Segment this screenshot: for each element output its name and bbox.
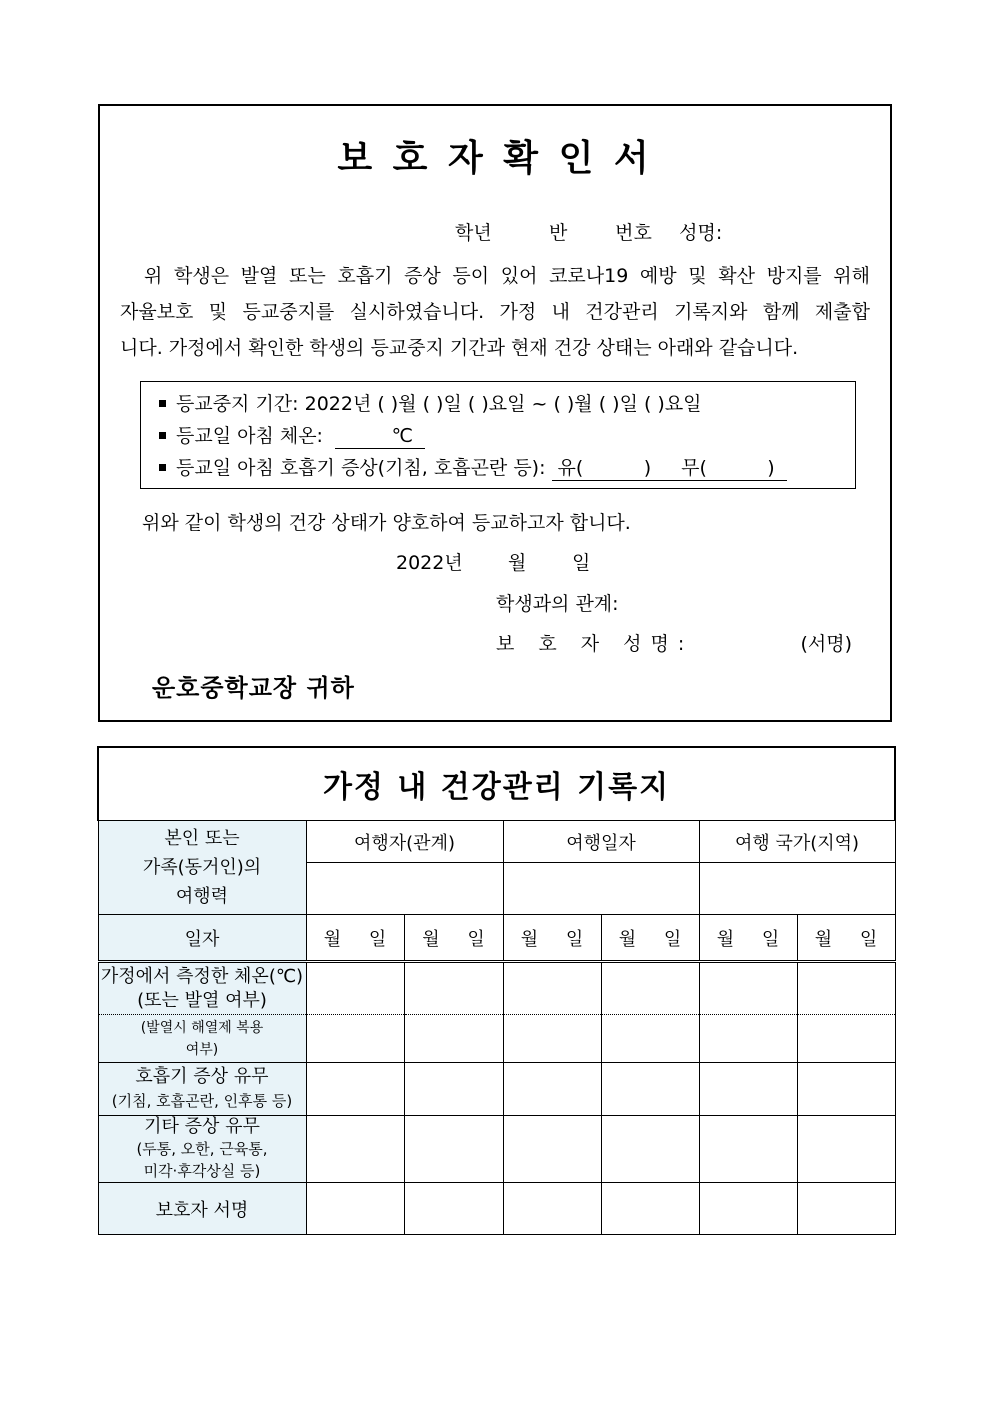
guardian-signature-row-label: 보호자 서명 bbox=[98, 1183, 306, 1235]
date-cell[interactable]: 월 일 bbox=[306, 915, 404, 962]
paragraph-line: 자율보호 및 등교중지를 실시하였습니다. 가정 내 건강관리 기록지와 함께 제출합 bbox=[120, 301, 870, 323]
date-cell[interactable]: 월 일 bbox=[797, 915, 895, 962]
date-label: 일자 bbox=[98, 915, 306, 962]
temperature-cell[interactable] bbox=[503, 962, 601, 1015]
other-symptoms-cell[interactable] bbox=[404, 1116, 503, 1183]
travel-history-label bbox=[98, 821, 306, 915]
guardian-signature-line bbox=[496, 629, 852, 656]
respiratory-cell[interactable] bbox=[797, 1063, 895, 1116]
respiratory-cell[interactable] bbox=[503, 1063, 601, 1116]
guardian-name-label: 보 호 자 성명: bbox=[496, 633, 694, 655]
confirmation-title: 보 호 자 확 인 서 bbox=[337, 138, 653, 179]
guardian-signature-cell[interactable] bbox=[306, 1183, 404, 1235]
other-label-line: 미각·후각상실 등) bbox=[143, 1162, 261, 1180]
class-label: 반 bbox=[549, 222, 568, 244]
respiratory-cell[interactable] bbox=[404, 1063, 503, 1116]
antipyretic-cell[interactable] bbox=[404, 1015, 503, 1063]
date-cell[interactable]: 월 일 bbox=[404, 915, 503, 962]
other-symptoms-cell[interactable] bbox=[601, 1116, 699, 1183]
antipyretic-cell[interactable] bbox=[503, 1015, 601, 1063]
temperature-row bbox=[155, 420, 855, 452]
notice-paragraph bbox=[120, 258, 870, 366]
antipyretic-cell[interactable] bbox=[601, 1015, 699, 1063]
guardian-signature-cell[interactable] bbox=[503, 1183, 601, 1235]
travel-date-header: 여행일자 bbox=[503, 821, 699, 863]
signature-mark: (서명) bbox=[800, 633, 852, 655]
travel-country-cell[interactable] bbox=[699, 863, 895, 915]
respiratory-label: 등교일 아침 호흡기 증상(기침, 호흡곤란 등): bbox=[176, 457, 546, 479]
guardian-confirmation-box bbox=[98, 104, 892, 722]
respiratory-label-line: 호흡기 증상 유무 bbox=[135, 1066, 269, 1087]
other-symptoms-cell[interactable] bbox=[503, 1116, 601, 1183]
period-row bbox=[155, 388, 855, 420]
guardian-signature-cell[interactable] bbox=[797, 1183, 895, 1235]
temperature-row-label bbox=[98, 962, 306, 1015]
respiratory-cell[interactable] bbox=[306, 1063, 404, 1116]
guardian-signature-cell[interactable] bbox=[699, 1183, 797, 1235]
date-month: 월 bbox=[508, 552, 527, 574]
temperature-label-line: (또는 발열 여부) bbox=[137, 989, 267, 1011]
other-symptoms-cell[interactable] bbox=[797, 1116, 895, 1183]
temperature-label: 등교일 아침 체온: bbox=[176, 425, 323, 447]
period-text: 등교중지 기간: 2022년 ( )월 ( )일 ( )요일 ~ ( )월 ( )일 ( )요일 bbox=[176, 393, 702, 415]
paragraph-line: 위 학생은 발열 또는 호흡기 증상 등이 있어 코로나19 예방 및 확산 방지를 위해 bbox=[144, 265, 870, 287]
respiratory-field[interactable] bbox=[552, 456, 787, 481]
date-cell[interactable]: 월 일 bbox=[601, 915, 699, 962]
bullet-icon bbox=[159, 400, 166, 407]
date-cell[interactable]: 월 일 bbox=[503, 915, 601, 962]
statement-text: 위와 같이 학생의 건강 상태가 양호하여 등교하고자 합니다. bbox=[142, 512, 631, 534]
temperature-cell[interactable] bbox=[601, 962, 699, 1015]
bullet-icon bbox=[159, 432, 166, 439]
temperature-cell[interactable] bbox=[306, 962, 404, 1015]
traveler-header: 여행자(관계) bbox=[306, 821, 503, 863]
temperature-label-line: 가정에서 측정한 체온(℃) bbox=[100, 965, 304, 987]
health-record-table bbox=[97, 746, 896, 1235]
antipyretic-cell[interactable] bbox=[797, 1015, 895, 1063]
bullet-icon bbox=[159, 464, 166, 471]
travel-label-line: 본인 또는 bbox=[164, 828, 240, 849]
other-label-line: (두통, 오한, 근육통, bbox=[136, 1140, 268, 1158]
number-label: 번호 bbox=[615, 222, 652, 244]
date-day: 일 bbox=[572, 552, 591, 574]
travel-label-line: 가족(동거인)의 bbox=[142, 857, 262, 878]
travel-country-header: 여행 국가(지역) bbox=[699, 821, 895, 863]
travel-label-line: 여행력 bbox=[175, 886, 229, 907]
antipyretic-label-line: 여부) bbox=[185, 1041, 219, 1058]
guardian-signature-cell[interactable] bbox=[601, 1183, 699, 1235]
health-record-title: 가정 내 건강관리 기록지 bbox=[98, 747, 895, 821]
other-label-line: 기타 증상 유무 bbox=[144, 1116, 260, 1137]
respiratory-label-line: (기침, 호흡곤란, 인후통 등) bbox=[111, 1092, 293, 1110]
temperature-field[interactable] bbox=[335, 424, 425, 449]
date-line bbox=[396, 548, 590, 575]
antipyretic-cell[interactable] bbox=[306, 1015, 404, 1063]
grade-label: 학년 bbox=[455, 222, 492, 244]
respiratory-cell[interactable] bbox=[699, 1063, 797, 1116]
celsius-unit: ℃ bbox=[391, 425, 414, 447]
respiratory-row bbox=[155, 452, 855, 484]
temperature-cell[interactable] bbox=[797, 962, 895, 1015]
temperature-cell[interactable] bbox=[404, 962, 503, 1015]
antipyretic-label-line: (발열시 해열제 복용 bbox=[140, 1019, 264, 1036]
other-symptoms-cell[interactable] bbox=[699, 1116, 797, 1183]
respiratory-yes: 유( ) bbox=[557, 457, 652, 479]
addressee: 운호중학교장 귀하 bbox=[152, 674, 355, 702]
paragraph-line: 니다. 가정에서 확인한 학생의 등교중지 기간과 현재 건강 상태는 아래와 같습니다. bbox=[120, 337, 799, 359]
respiratory-cell[interactable] bbox=[601, 1063, 699, 1116]
relation-label: 학생과의 관계: bbox=[496, 593, 619, 615]
status-box bbox=[140, 381, 856, 489]
date-year: 2022년 bbox=[396, 552, 463, 574]
traveler-cell[interactable] bbox=[306, 863, 503, 915]
other-symptoms-cell[interactable] bbox=[306, 1116, 404, 1183]
student-info-line bbox=[455, 218, 722, 245]
temperature-cell[interactable] bbox=[699, 962, 797, 1015]
respiratory-row-label bbox=[98, 1063, 306, 1116]
respiratory-no: 무( ) bbox=[681, 457, 775, 479]
other-symptoms-row-label bbox=[98, 1116, 306, 1183]
antipyretic-cell[interactable] bbox=[699, 1015, 797, 1063]
guardian-signature-cell[interactable] bbox=[404, 1183, 503, 1235]
name-label: 성명: bbox=[679, 222, 723, 244]
travel-date-cell[interactable] bbox=[503, 863, 699, 915]
date-cell[interactable]: 월 일 bbox=[699, 915, 797, 962]
antipyretic-row-label bbox=[98, 1015, 306, 1063]
